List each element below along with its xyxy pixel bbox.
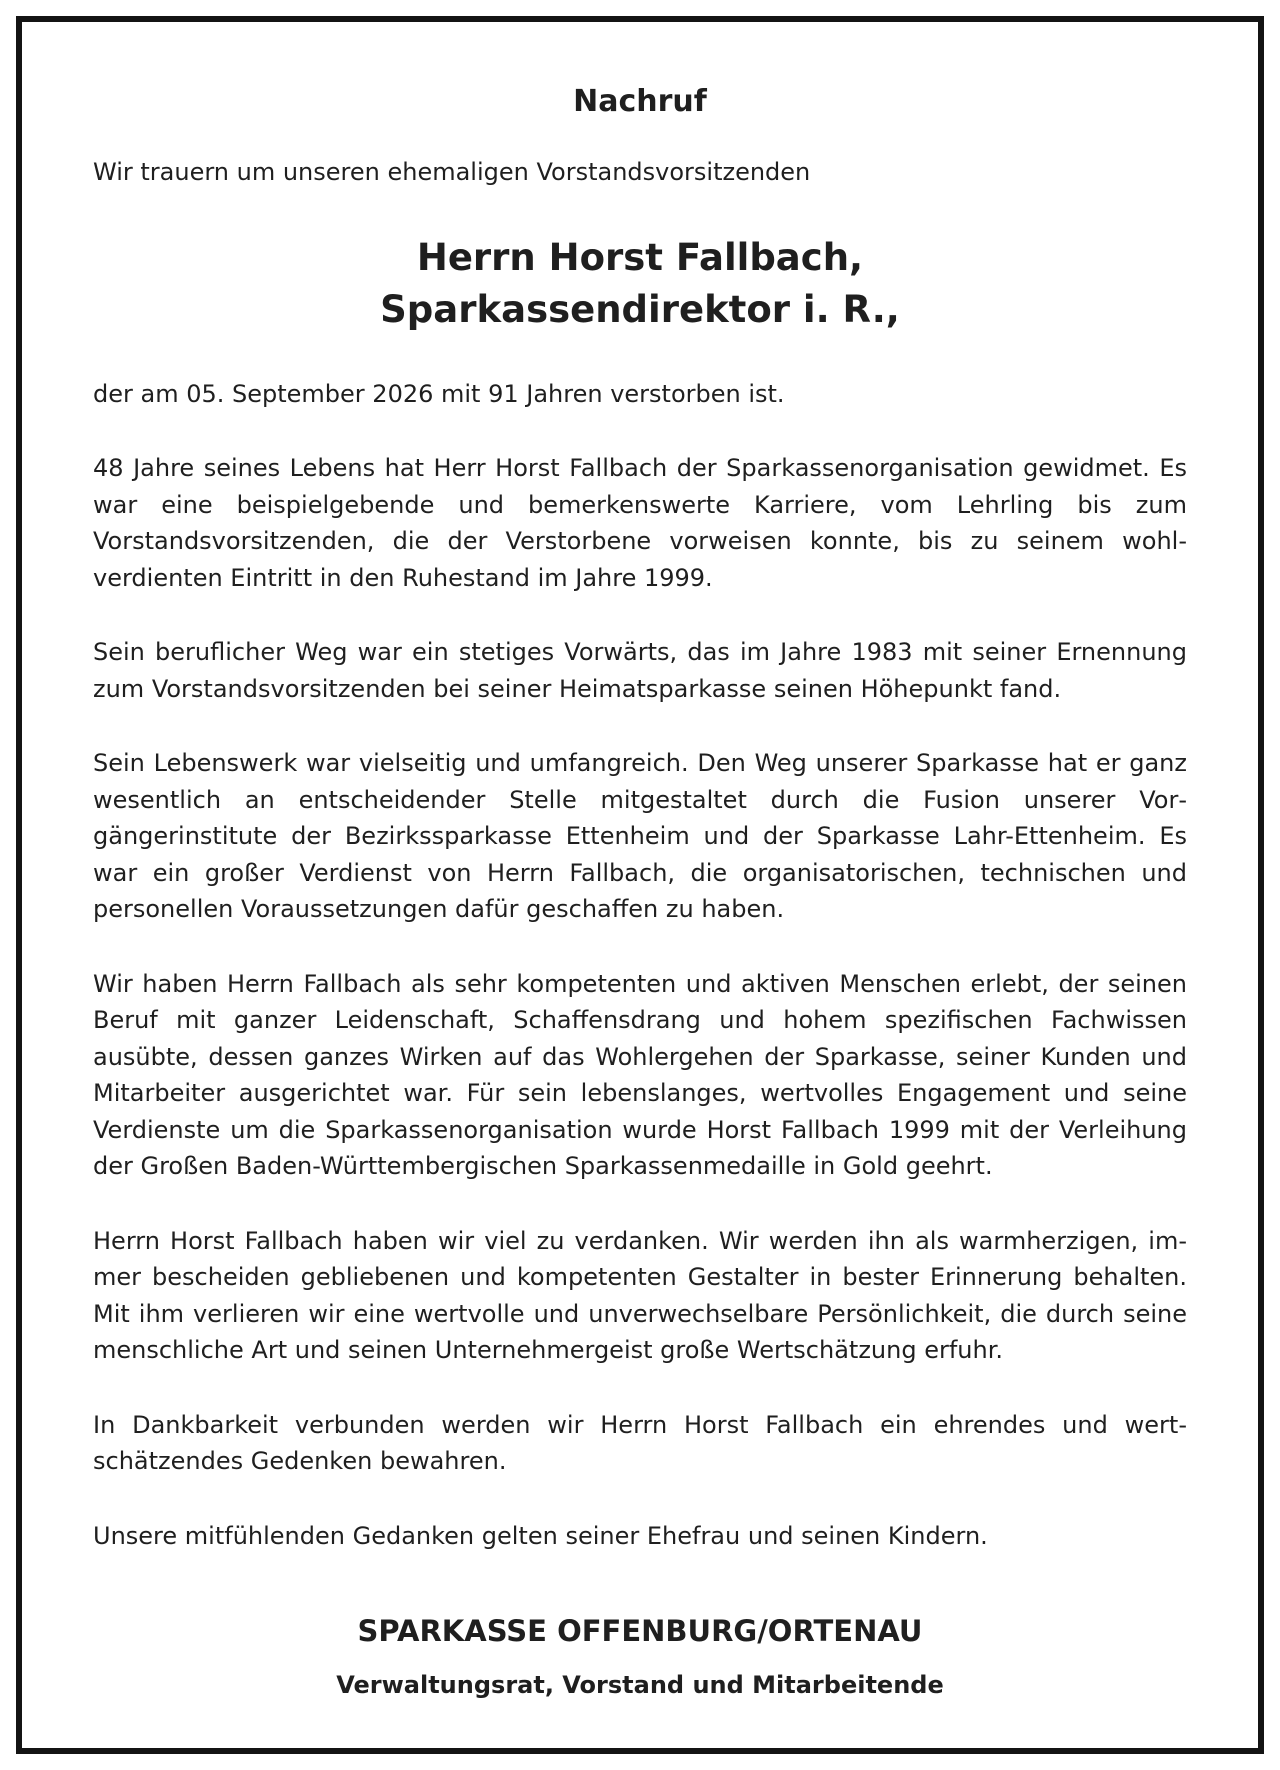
- paragraph-character: Wir haben Herrn Fallbach als sehr kompetenten und aktiven Menschen erlebt, der seinen Beruf mit ganzer Leidenschaft, Schaffensdrang und hohem spezifischen Fachwissen ausübte, dessen ganzes Wirken auf das Wohlergehen der Sparkasse, seiner Kunden und Mitarbeiter ausgerichtet war. Für sein lebenslanges, wertvolles Engagement und seine Verdienste um die Sparkassenorganisation wurde Horst Fallbach 1999 mit der Verleihung der Großen Baden-Württembergischen Sparkassenmedaille in Gold geehrt.: [93, 969, 1187, 1180]
- paragraph-career: 48 Jahre seines Lebens hat Herr Horst Fallbach der Sparkassenorganisation gewidmet. Es war eine beispielgebende und bemerkenswerte Karriere, vom Lehrling bis zum Vorstandsvorsitzenden, die der Verstorbene vorweisen konnte, bis zu seinem wohlverdienten Eintritt in den Ruhestand im Jahre 1999.: [93, 454, 1187, 592]
- death-date-text: der am 05. September 2026 mit 91 Jahren verstorben ist.: [93, 380, 785, 408]
- deceased-name-line: Herrn Horst Fallbach,: [416, 236, 864, 279]
- paragraph-condolence: Unsere mitfühlenden Gedanken gelten seiner Ehefrau und seinen Kindern.: [93, 1521, 988, 1550]
- notice-heading: Nachruf: [573, 84, 707, 119]
- paragraph-remembrance: In Dankbarkeit verbunden werden wir Herrn Horst Fallbach ein ehrendes und wertschätzendes Gedenken bewahren.: [93, 1410, 1187, 1475]
- intro-text: Wir trauern um unseren ehemaligen Vorstandsvorsitzenden: [93, 158, 811, 186]
- deceased-title-line: Sparkassendirektor i. R.,: [380, 288, 900, 331]
- paragraph-lifework: Sein Lebenswerk war vielseitig und umfangreich. Den Weg unserer Sparkasse hat er ganz wesentlich an entscheidender Stelle mitgestaltet durch die Fusion unserer Vorgängerinstitute der Bezirkssparkasse Ettenheim und der Sparkasse Lahr-Ettenheim. Es war ein großer Verdienst von Herrn Fallbach, die organisatorischen, technischen und personellen Voraussetzungen dafür geschaffen zu haben.: [93, 749, 1187, 923]
- paragraph-gratitude: Herrn Horst Fallbach haben wir viel zu verdanken. Wir werden ihn als warmherzigen, immer bescheiden gebliebenen und kompetenten Gestalter in bester Erinnerung behalten. Mit ihm verlieren wir eine wertvolle und unverwechselbare Persönlichkeit, die durch seine menschliche Art und seinen Unternehmergeist große Wertschätzung erfuhr.: [93, 1226, 1187, 1364]
- signatories: Verwaltungsrat, Vorstand und Mitarbeitende: [336, 1671, 944, 1699]
- paragraph-path: Sein beruflicher Weg war ein stetiges Vorwärts, das im Jahre 1983 mit seiner Ernennung zum Vorstandsvorsitzenden bei seiner Heimatsparkasse seinen Höhepunkt fand.: [93, 638, 1187, 703]
- organization-name: SPARKASSE OFFENBURG/ORTENAU: [357, 1614, 923, 1648]
- deceased-name: [93, 232, 1187, 336]
- obituary-notice: [93, 60, 1187, 1702]
